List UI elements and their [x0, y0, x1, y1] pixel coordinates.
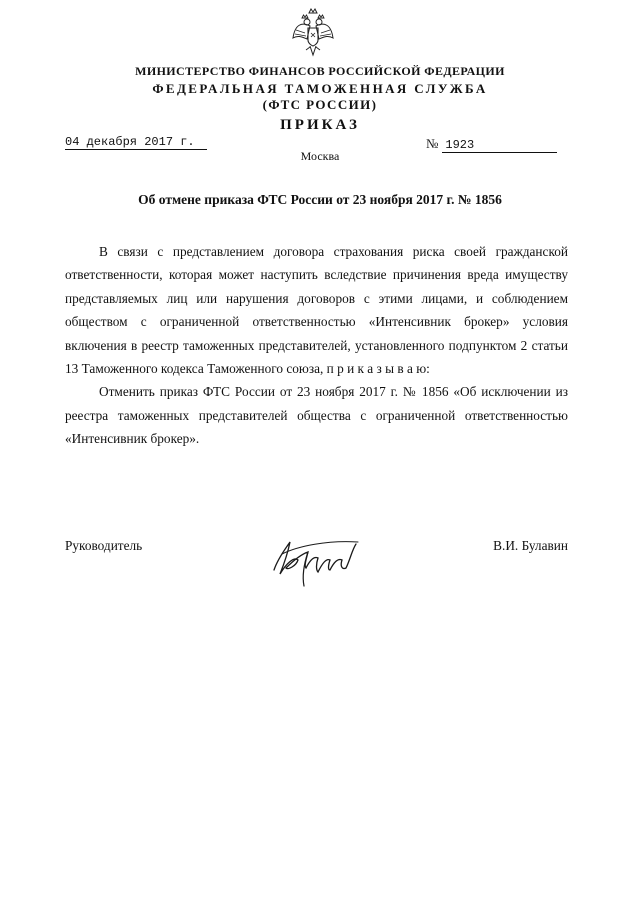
handwritten-signature	[268, 530, 368, 590]
order-date: 04 декабря 2017 г.	[65, 135, 207, 150]
body-paragraph-order: Отменить приказ ФТС России от 23 ноября 2017 г. № 1856 «Об исключении из реестра таможенных представителей общества с ограниченной ответственностью «Интенсивник брокер».	[65, 384, 568, 447]
order-subject: Об отмене приказа ФТС России от 23 ноября 2017 г. № 1856	[138, 192, 502, 207]
service-short-title: (ФТС РОССИИ)	[262, 97, 378, 112]
service-title: ФЕДЕРАЛЬНАЯ ТАМОЖЕННАЯ СЛУЖБА	[152, 81, 488, 96]
ministry-title: МИНИСТЕРСТВО ФИНАНСОВ РОССИЙСКОЙ ФЕДЕРАЦИИ	[135, 64, 505, 78]
order-number: 1923	[442, 138, 557, 153]
number-sign: №	[426, 136, 439, 151]
issue-city: Москва	[300, 149, 340, 163]
order-body	[65, 240, 568, 451]
signer-name: В.И. Булавин	[493, 538, 568, 553]
russian-coat-of-arms-icon	[290, 8, 336, 60]
document-type: ПРИКАЗ	[280, 117, 360, 133]
signer-position: Руководитель	[65, 538, 143, 553]
body-paragraph-preamble: В связи с представлением договора страхования риска своей гражданской ответственности, которая может наступить вследствие причинения вреда имуществу представляемых лиц или нарушения договоров с этими лицами, и соблюдением обществом с ограниченной ответственностью «Интенсивник брокер» условия включения в реестр таможенных представителей, установленного подпунктом 2 статьи 13 Таможенного кодекса Таможенного союза, п р и к а з ы в а ю:	[65, 244, 568, 377]
